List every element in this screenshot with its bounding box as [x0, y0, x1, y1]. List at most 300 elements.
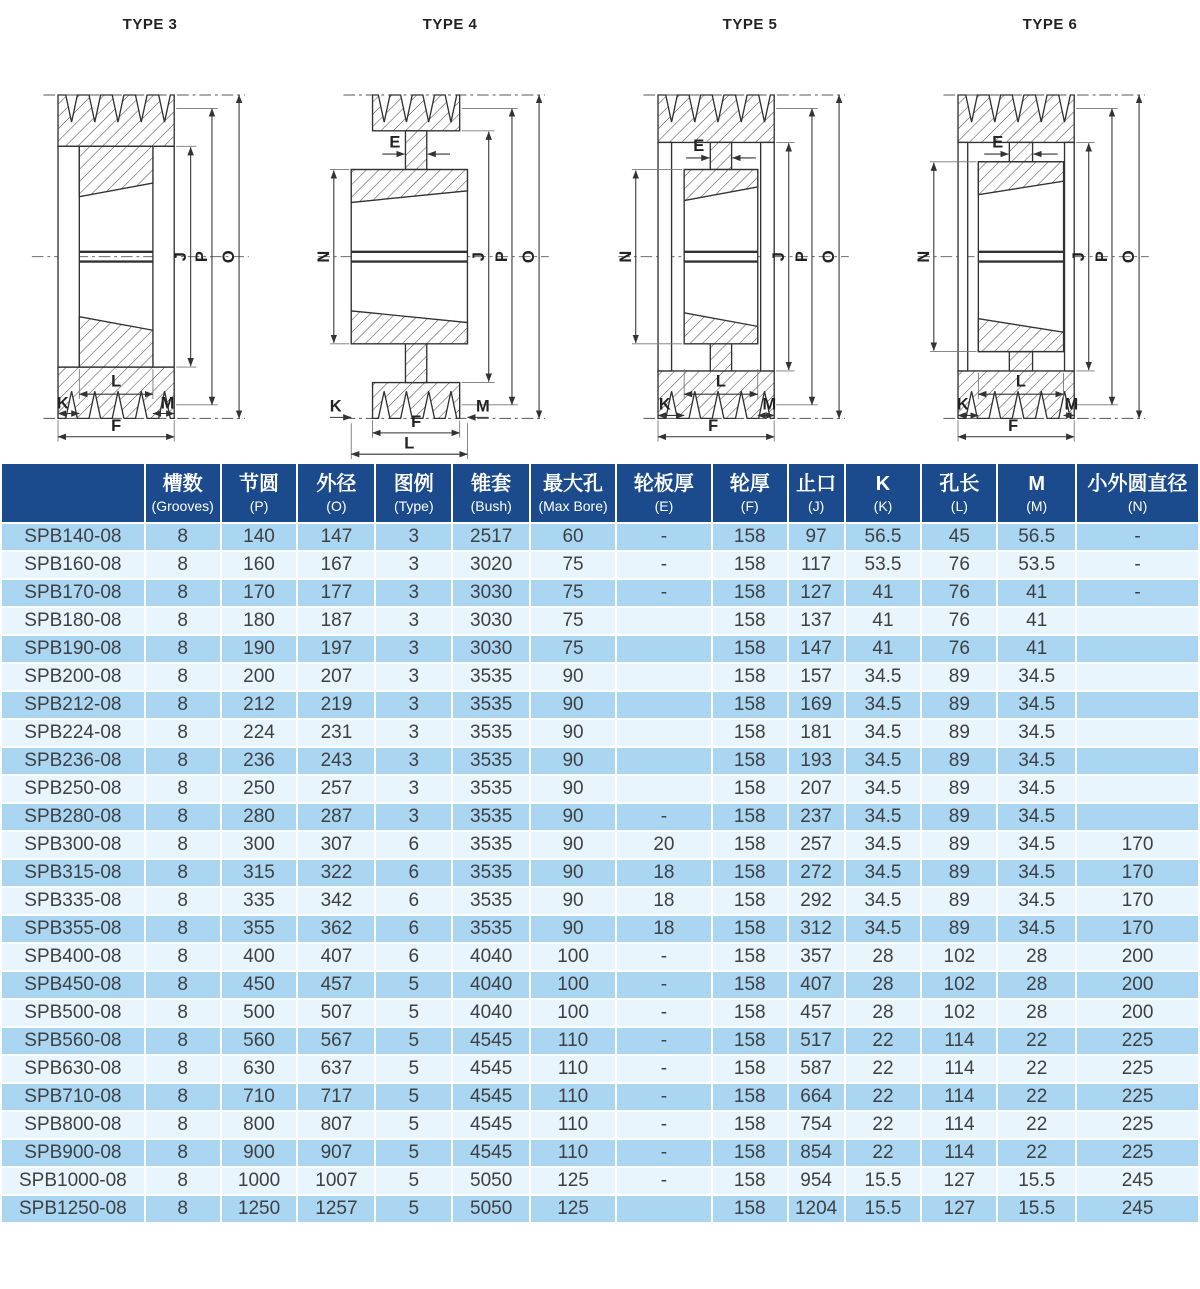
table-cell: 3535 — [452, 691, 530, 719]
table-cell: 4545 — [452, 1083, 530, 1111]
column-header: 外径 (O) — [297, 463, 375, 523]
dim-label-o: O — [820, 250, 839, 264]
table-cell: 212 — [221, 691, 298, 719]
table-cell: 3535 — [452, 915, 530, 943]
dim-label-n: N — [314, 250, 333, 263]
table-cell: 4040 — [452, 971, 530, 999]
table-cell: 158 — [712, 943, 788, 971]
table-cell: 3 — [375, 691, 452, 719]
table-cell: 90 — [530, 831, 616, 859]
table-cell: 15.5 — [997, 1167, 1076, 1195]
model-cell: SPB170-08 — [1, 579, 145, 607]
table-cell: 90 — [530, 859, 616, 887]
table-cell: 197 — [297, 635, 375, 663]
table-cell: 200 — [221, 663, 298, 691]
diagram-title: TYPE 3 — [122, 16, 178, 33]
table-cell: 1257 — [297, 1195, 375, 1223]
dim-label-p: P — [193, 251, 212, 263]
table-cell: 158 — [712, 551, 788, 579]
table-row — [1, 887, 1199, 915]
table-cell: 3 — [375, 551, 452, 579]
table-cell: 8 — [145, 691, 221, 719]
table-cell: 8 — [145, 831, 221, 859]
table-cell — [616, 747, 712, 775]
dim-label-o: O — [520, 250, 539, 264]
table-cell: 177 — [297, 579, 375, 607]
table-cell: 800 — [221, 1111, 298, 1139]
table-cell: 53.5 — [997, 551, 1076, 579]
table-cell: 34.5 — [997, 747, 1076, 775]
table-cell: 3 — [375, 803, 452, 831]
table-cell: 8 — [145, 803, 221, 831]
dim-label-l: L — [111, 372, 122, 391]
model-cell: SPB1250-08 — [1, 1195, 145, 1223]
table-row — [1, 551, 1199, 579]
table-cell: 4040 — [452, 943, 530, 971]
dim-label-o: O — [220, 250, 239, 264]
table-cell: 664 — [788, 1083, 845, 1111]
table-cell: 4545 — [452, 1055, 530, 1083]
pulley-drawing-type-4 — [304, 34, 596, 460]
column-header: 止口 (J) — [788, 463, 845, 523]
table-cell: - — [616, 1055, 712, 1083]
table-row — [1, 635, 1199, 663]
table-cell: 18 — [616, 887, 712, 915]
dim-label-e: E — [693, 137, 705, 156]
table-cell: 8 — [145, 971, 221, 999]
table-cell: 127 — [921, 1195, 997, 1223]
table-cell: 15.5 — [845, 1195, 922, 1223]
table-cell: 900 — [221, 1139, 298, 1167]
table-cell: 272 — [788, 859, 845, 887]
table-cell: 8 — [145, 1027, 221, 1055]
table-cell: 100 — [530, 971, 616, 999]
model-cell: SPB500-08 — [1, 999, 145, 1027]
table-cell: 3535 — [452, 775, 530, 803]
table-row — [1, 1195, 1199, 1223]
table-cell: 60 — [530, 523, 616, 551]
table-cell: - — [616, 1167, 712, 1195]
column-header: 最大孔 (Max Bore) — [530, 463, 616, 523]
table-row — [1, 859, 1199, 887]
dim-label-f: F — [708, 416, 719, 435]
table-cell: 117 — [788, 551, 845, 579]
table-cell: 114 — [921, 1027, 997, 1055]
table-cell: 5 — [375, 1027, 452, 1055]
dim-label-j: J — [171, 252, 190, 262]
table-cell: 158 — [712, 691, 788, 719]
table-cell: 147 — [297, 523, 375, 551]
table-cell: 90 — [530, 747, 616, 775]
table-cell: 219 — [297, 691, 375, 719]
table-cell: 4545 — [452, 1111, 530, 1139]
table-cell: 8 — [145, 579, 221, 607]
table-cell: - — [616, 1139, 712, 1167]
table-cell — [1076, 663, 1199, 691]
table-cell: 567 — [297, 1027, 375, 1055]
model-cell: SPB140-08 — [1, 523, 145, 551]
table-cell: 190 — [221, 635, 298, 663]
table-cell: 237 — [788, 803, 845, 831]
table-cell: 34.5 — [997, 803, 1076, 831]
table-cell: 158 — [712, 831, 788, 859]
table-cell: 89 — [921, 775, 997, 803]
table-cell: 15.5 — [845, 1167, 922, 1195]
table-cell: - — [616, 1111, 712, 1139]
table-cell: 41 — [997, 635, 1076, 663]
table-row — [1, 1111, 1199, 1139]
table-cell: 110 — [530, 1139, 616, 1167]
table-cell: - — [616, 803, 712, 831]
table-cell: 102 — [921, 971, 997, 999]
table-cell: 158 — [712, 1111, 788, 1139]
table-cell: 3 — [375, 607, 452, 635]
table-cell: 41 — [845, 607, 922, 635]
pulley-diagram-type-5 — [600, 0, 900, 462]
table-cell: 22 — [997, 1083, 1076, 1111]
model-cell: SPB1000-08 — [1, 1167, 145, 1195]
table-cell: 89 — [921, 803, 997, 831]
table-cell: 158 — [712, 971, 788, 999]
table-cell: 245 — [1076, 1195, 1199, 1223]
table-cell: 125 — [530, 1195, 616, 1223]
table-cell: 257 — [297, 775, 375, 803]
table-cell: 8 — [145, 1167, 221, 1195]
table-cell: 637 — [297, 1055, 375, 1083]
table-cell: 6 — [375, 943, 452, 971]
table-cell — [616, 691, 712, 719]
model-cell: SPB200-08 — [1, 663, 145, 691]
table-cell: 3 — [375, 663, 452, 691]
pulley-diagram-type-6 — [900, 0, 1200, 462]
table-cell: 22 — [845, 1111, 922, 1139]
model-cell: SPB800-08 — [1, 1111, 145, 1139]
dim-label-o: O — [1120, 250, 1139, 264]
table-cell: 76 — [921, 607, 997, 635]
table-cell: 236 — [221, 747, 298, 775]
column-header — [1, 463, 145, 523]
table-cell: 158 — [712, 915, 788, 943]
table-cell: 110 — [530, 1055, 616, 1083]
column-header: 节圆 (P) — [221, 463, 298, 523]
table-cell: 8 — [145, 1111, 221, 1139]
dim-label-p: P — [493, 251, 512, 263]
table-cell: 140 — [221, 523, 298, 551]
table-cell: 41 — [845, 579, 922, 607]
table-cell: 5 — [375, 1111, 452, 1139]
table-cell: 28 — [997, 999, 1076, 1027]
table-cell: 89 — [921, 859, 997, 887]
table-cell: 224 — [221, 719, 298, 747]
table-cell: - — [616, 551, 712, 579]
dim-label-e: E — [992, 133, 1004, 152]
dim-label-j: J — [1069, 252, 1088, 262]
table-cell: 158 — [712, 803, 788, 831]
table-cell: 90 — [530, 915, 616, 943]
table-cell: 28 — [997, 943, 1076, 971]
table-cell: 28 — [845, 999, 922, 1027]
table-cell: 90 — [530, 803, 616, 831]
table-cell: 41 — [845, 635, 922, 663]
diagram-title: TYPE 5 — [722, 16, 778, 33]
table-cell: - — [616, 1027, 712, 1055]
table-cell: 357 — [788, 943, 845, 971]
table-cell: 8 — [145, 859, 221, 887]
table-cell: 22 — [997, 1111, 1076, 1139]
table-cell: 170 — [1076, 831, 1199, 859]
table-cell: 102 — [921, 943, 997, 971]
table-row — [1, 607, 1199, 635]
table-cell: - — [616, 523, 712, 551]
table-cell: 4545 — [452, 1027, 530, 1055]
table-cell: 89 — [921, 831, 997, 859]
table-cell: 3 — [375, 747, 452, 775]
dim-label-k: K — [658, 395, 671, 414]
table-cell: 34.5 — [845, 719, 922, 747]
table-cell: 34.5 — [997, 691, 1076, 719]
table-cell: - — [616, 943, 712, 971]
table-cell: 3020 — [452, 551, 530, 579]
table-cell: 3 — [375, 775, 452, 803]
table-cell: 89 — [921, 663, 997, 691]
table-cell: 34.5 — [997, 859, 1076, 887]
table-cell: 34.5 — [997, 831, 1076, 859]
table-cell: 207 — [297, 663, 375, 691]
table-cell: 3030 — [452, 579, 530, 607]
table-cell: 158 — [712, 747, 788, 775]
table-cell: 170 — [1076, 915, 1199, 943]
table-cell: 181 — [788, 719, 845, 747]
table-cell: 754 — [788, 1111, 845, 1139]
table-row — [1, 1139, 1199, 1167]
table-cell: 158 — [712, 523, 788, 551]
table-cell — [616, 663, 712, 691]
diagram-strip — [0, 0, 1200, 462]
model-cell: SPB236-08 — [1, 747, 145, 775]
table-cell: 100 — [530, 943, 616, 971]
table-cell: 158 — [712, 663, 788, 691]
table-cell: 34.5 — [845, 803, 922, 831]
dim-label-m: M — [160, 394, 175, 413]
table-cell: 8 — [145, 1083, 221, 1111]
table-cell: 3535 — [452, 663, 530, 691]
table-cell: 8 — [145, 1195, 221, 1223]
table-cell: 4040 — [452, 999, 530, 1027]
dim-label-l: L — [404, 434, 415, 453]
table-cell — [1076, 719, 1199, 747]
table-row — [1, 663, 1199, 691]
dim-label-p: P — [793, 251, 812, 263]
table-cell: 200 — [1076, 943, 1199, 971]
dim-label-f: F — [411, 413, 422, 432]
table-cell: 158 — [712, 775, 788, 803]
table-cell: 8 — [145, 719, 221, 747]
table-cell: 75 — [530, 607, 616, 635]
dim-label-e: E — [389, 133, 401, 152]
table-cell: 22 — [997, 1139, 1076, 1167]
spec-table — [0, 462, 1200, 1224]
table-cell: 5 — [375, 1195, 452, 1223]
table-cell: 3535 — [452, 831, 530, 859]
table-cell: 34.5 — [997, 663, 1076, 691]
table-cell: 5050 — [452, 1167, 530, 1195]
table-cell: 225 — [1076, 1055, 1199, 1083]
table-cell: 89 — [921, 915, 997, 943]
model-cell: SPB400-08 — [1, 943, 145, 971]
diagram-title: TYPE 6 — [1022, 16, 1078, 33]
table-cell: 41 — [997, 607, 1076, 635]
table-row — [1, 1027, 1199, 1055]
table-cell: 243 — [297, 747, 375, 775]
table-cell: 127 — [788, 579, 845, 607]
dim-label-n: N — [914, 250, 933, 263]
table-cell: 8 — [145, 1139, 221, 1167]
table-cell: 34.5 — [845, 747, 922, 775]
table-cell: 457 — [788, 999, 845, 1027]
table-cell: 90 — [530, 691, 616, 719]
dim-label-f: F — [111, 416, 122, 435]
table-cell: - — [1076, 579, 1199, 607]
table-cell — [1076, 775, 1199, 803]
table-cell — [616, 719, 712, 747]
pulley-diagram-type-3 — [0, 0, 300, 462]
table-row — [1, 579, 1199, 607]
dim-label-k: K — [56, 394, 69, 413]
table-cell: 8 — [145, 607, 221, 635]
table-cell: 6 — [375, 915, 452, 943]
table-row — [1, 803, 1199, 831]
table-row — [1, 943, 1199, 971]
table-cell: 34.5 — [845, 859, 922, 887]
table-cell: 3030 — [452, 635, 530, 663]
model-cell: SPB190-08 — [1, 635, 145, 663]
table-cell — [1076, 691, 1199, 719]
table-cell: 907 — [297, 1139, 375, 1167]
column-header: 图例 (Type) — [375, 463, 452, 523]
table-cell: - — [616, 1083, 712, 1111]
table-cell: 710 — [221, 1083, 298, 1111]
table-cell: 34.5 — [997, 719, 1076, 747]
table-cell — [616, 635, 712, 663]
table-cell: 34.5 — [845, 663, 922, 691]
table-cell: 167 — [297, 551, 375, 579]
table-cell: 3 — [375, 523, 452, 551]
table-cell: 114 — [921, 1083, 997, 1111]
table-cell: 34.5 — [845, 691, 922, 719]
table-cell: 76 — [921, 551, 997, 579]
model-cell: SPB212-08 — [1, 691, 145, 719]
table-cell: 90 — [530, 775, 616, 803]
column-header: 槽数 (Grooves) — [145, 463, 221, 523]
table-cell: 158 — [712, 607, 788, 635]
table-cell: 90 — [530, 887, 616, 915]
table-cell: 170 — [221, 579, 298, 607]
model-cell: SPB280-08 — [1, 803, 145, 831]
table-cell: 3 — [375, 579, 452, 607]
table-cell: 507 — [297, 999, 375, 1027]
table-cell: 8 — [145, 663, 221, 691]
table-cell: 5050 — [452, 1195, 530, 1223]
table-cell: 3535 — [452, 887, 530, 915]
table-cell: 307 — [297, 831, 375, 859]
table-cell: 160 — [221, 551, 298, 579]
table-cell: 225 — [1076, 1083, 1199, 1111]
table-cell: 450 — [221, 971, 298, 999]
table-cell: 2517 — [452, 523, 530, 551]
table-cell: 22 — [845, 1027, 922, 1055]
table-cell: 53.5 — [845, 551, 922, 579]
dim-label-k: K — [329, 397, 342, 416]
table-cell: 8 — [145, 635, 221, 663]
table-cell: 500 — [221, 999, 298, 1027]
table-cell: 158 — [712, 579, 788, 607]
model-cell: SPB450-08 — [1, 971, 145, 999]
table-row — [1, 691, 1199, 719]
table-cell: 355 — [221, 915, 298, 943]
table-cell: 854 — [788, 1139, 845, 1167]
table-cell: 34.5 — [997, 887, 1076, 915]
table-row — [1, 747, 1199, 775]
table-cell: 322 — [297, 859, 375, 887]
column-header: 孔长 (L) — [921, 463, 997, 523]
table-cell: 147 — [788, 635, 845, 663]
table-cell: 257 — [788, 831, 845, 859]
table-cell: 110 — [530, 1111, 616, 1139]
table-cell: 407 — [788, 971, 845, 999]
dim-label-l: L — [1015, 372, 1026, 391]
dim-label-j: J — [769, 252, 788, 262]
table-cell: 8 — [145, 999, 221, 1027]
dim-label-m: M — [476, 397, 490, 416]
table-cell: 158 — [712, 887, 788, 915]
column-header: 小外圆直径 (N) — [1076, 463, 1199, 523]
model-cell: SPB335-08 — [1, 887, 145, 915]
table-cell: 3535 — [452, 859, 530, 887]
table-cell: 200 — [1076, 971, 1199, 999]
pulley-drawing-type-5 — [604, 34, 896, 460]
table-cell — [1076, 747, 1199, 775]
table-cell: 5 — [375, 1139, 452, 1167]
table-cell: 187 — [297, 607, 375, 635]
table-cell: 34.5 — [845, 887, 922, 915]
table-cell: 170 — [1076, 887, 1199, 915]
table-cell: 114 — [921, 1139, 997, 1167]
table-cell: 342 — [297, 887, 375, 915]
table-cell: 8 — [145, 887, 221, 915]
table-row — [1, 719, 1199, 747]
table-cell: 22 — [845, 1139, 922, 1167]
table-cell: 193 — [788, 747, 845, 775]
table-cell: 407 — [297, 943, 375, 971]
table-row — [1, 831, 1199, 859]
model-cell: SPB300-08 — [1, 831, 145, 859]
table-cell: 8 — [145, 915, 221, 943]
table-cell: 245 — [1076, 1167, 1199, 1195]
table-cell: 97 — [788, 523, 845, 551]
table-cell: 158 — [712, 635, 788, 663]
table-cell: 8 — [145, 1055, 221, 1083]
table-cell: 114 — [921, 1111, 997, 1139]
table-cell: 3 — [375, 719, 452, 747]
table-cell: 28 — [997, 971, 1076, 999]
table-cell: - — [1076, 523, 1199, 551]
table-cell: 22 — [997, 1055, 1076, 1083]
dim-label-f: F — [1008, 416, 1019, 435]
table-cell: 225 — [1076, 1111, 1199, 1139]
table-cell: 34.5 — [845, 915, 922, 943]
table-cell: 22 — [845, 1083, 922, 1111]
table-cell: 8 — [145, 943, 221, 971]
